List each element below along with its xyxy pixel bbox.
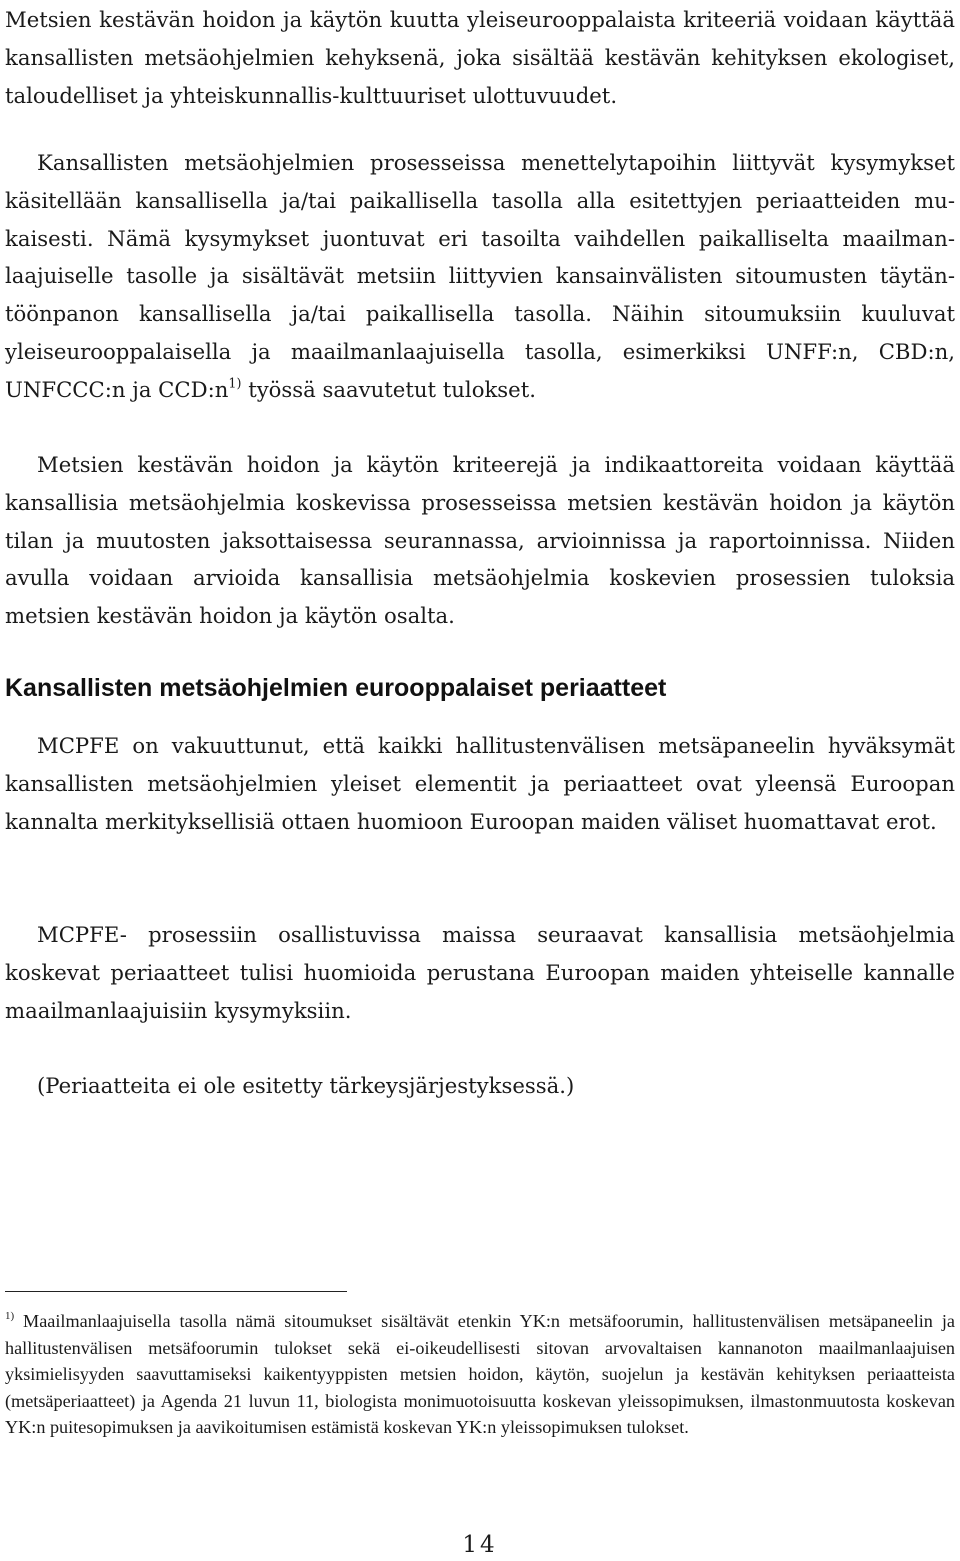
paragraph-principles: MCPFE- prosessiin osallistuvissa maissa seuraavat kansallisia metsäohjelmia koskevat periaatteet tulisi huomioida perustana Euroopan maiden yhteiselle kannalle maailmanlaajuisiin kysymyksiin. [5,922,955,1023]
paragraph-order-note: (Periaatteita ei ole esitetty tärkeysjärjestyksessä.) [37,1073,575,1098]
footnote [5,1308,955,1441]
paragraph-processes-end: työssä saavutetut tulokset. [241,376,536,402]
footnote-marker: 1) [5,1309,15,1322]
paragraph-criteria: Metsien kestävän hoidon ja käytön kriteerejä ja indikaattoreita voidaan käyttää kansallisia metsäohjelmia koskevissa prosesseissa metsien kestävän hoidon ja käytön tilan ja muutosten jaksottaisessa seurannassa, arvioinnissa ja raportoinnissa. Niiden avulla voidaan arvioida kansallisia metsäohjelmia koskevien prosessien tuloksia metsien kestävän hoidon ja käytön osalta. [5,452,955,629]
section-heading: Kansallisten metsäohjelmien eurooppalaiset periaatteet [5,674,667,702]
paragraph-mcpfe: MCPFE on vakuuttunut, että kaikki hallitustenvälisen metsäpaneelin hyväksymät kansallisten metsäohjelmien yleiset elementit ja periaatteet ovat yleensä Euroopan kannalta merkityksellisiä ottaen huomioon Euroopan maiden väliset huomattavat erot. [5,733,955,834]
footnote-divider [5,1291,347,1292]
page-number: 14 [462,1532,498,1558]
footnote-text: Maailmanlaajuisella tasolla nämä sitoumukset sisältävät etenkin YK:n metsäfoorumin, hallitustenvälisen metsäpaneelin ja hallitustenvälisen metsäfoorumin tulokset sekä ei-oikeudellisesti sitovan arvovaltaisen kannanoton maailmanlaajuisen yksimielisyyden saavuttamiseksi kaikentyyppisten metsien hoidon, käytön, suojelun ja kestävän kehityksen periaatteista (metsäperiaatteet) ja Agenda 21 luvun 11, biologista monimuotoisuutta koskevan yleissopimuksen, ilmastonmuutosta koskevan YK:n puitesopimuksen ja aavikoitumisen estämistä koskevan YK:n yleissopimuksen tulokset. [5,1311,955,1438]
paragraph-processes-text: Kansallisten metsäohjelmien prosesseissa menettelytapoihin liittyvät kysymykset käsitellään kansallisella ja/tai paikallisella tasolla alla esitettyjen periaatteiden mukaisesti. Nämä kysymykset juontuvat eri tasoilta vaihdellen paikalliselta maailmanlaajuiselle tasolle ja sisältävät metsiin liittyvien kansainvälisten sitoumusten täytäntöönpanon kansallisella ja/tai paikallisella tasolla. Näihin sitoumuksiin kuuluvat yleiseurooppalaisella ja maailmanlaajuisella tasolla, esimerkiksi UNFF:n, CBD:n, UNFCCC:n ja CCD:n [5,150,955,402]
paragraph-processes [5,144,955,409]
footnote-reference: 1) [228,375,242,391]
paragraph-intro: Metsien kestävän hoidon ja käytön kuutta yleiseurooppalaista kriteeriä voidaan käyttää kansallisten metsäohjelmien kehyksenä, joka sisältää kestävän kehityksen ekologiset, taloudelliset ja yhteiskunnallis-kulttuuriset ulottuvuudet. [5,7,955,108]
